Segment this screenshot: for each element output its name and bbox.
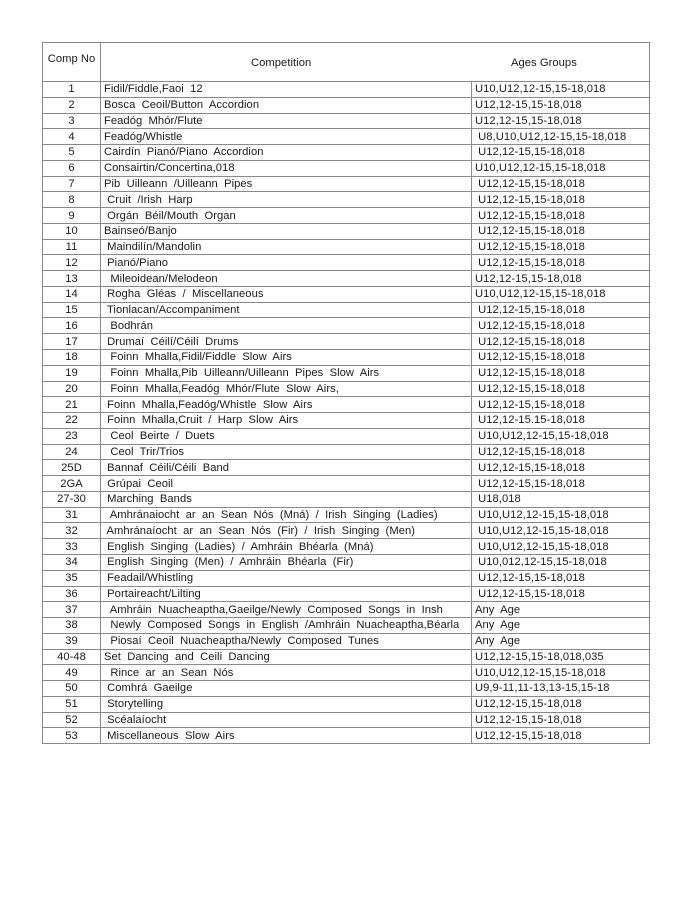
comp-number-cell: 1	[43, 82, 101, 98]
competition-cell: Consairtin/Concertina,018	[101, 160, 472, 176]
comp-number-cell: 21	[43, 397, 101, 413]
ages-groups-cell: U12,12-15,15-18,018	[472, 586, 650, 602]
competition-cell: Piosaí Ceoil Nuacheaptha/Newly Composed Tunes	[101, 633, 472, 649]
ages-groups-cell: U12,12-15,15-18,018	[472, 397, 650, 413]
table-row	[43, 176, 650, 192]
ages-groups-cell: U10,U12,12-15,15-18,018	[472, 286, 650, 302]
table-row	[43, 223, 650, 239]
ages-groups-cell: U10,U12,12-15,15-18,018	[472, 507, 650, 523]
comp-number-cell: 25D	[43, 460, 101, 476]
comp-number-cell: 22	[43, 413, 101, 429]
table-row	[43, 82, 650, 98]
comp-number-cell: 40-48	[43, 649, 101, 665]
ages-groups-cell: U12,12-15,15-18,018	[472, 271, 650, 287]
table-row	[43, 618, 650, 634]
competition-cell: Storytelling	[101, 696, 472, 712]
table-row	[43, 208, 650, 224]
table-row	[43, 381, 650, 397]
ages-groups-cell: U10,U12,12-15,15-18,018	[472, 665, 650, 681]
table-row	[43, 507, 650, 523]
table-row	[43, 586, 650, 602]
comp-number-cell: 35	[43, 570, 101, 586]
table-row	[43, 113, 650, 129]
comp-number-cell: 38	[43, 618, 101, 634]
competition-cell: Feadail/Whistling	[101, 570, 472, 586]
table-row	[43, 633, 650, 649]
competition-cell: Ceol Trir/Trios	[101, 444, 472, 460]
competition-cell: English Singing (Men) / Amhráin Bhéarla (Fir)	[101, 554, 472, 570]
competition-cell: Pib Uilleann /Uilleann Pipes	[101, 176, 472, 192]
comp-number-cell: 20	[43, 381, 101, 397]
competition-cell: Foinn Mhalla,Cruit / Harp Slow Airs	[101, 413, 472, 429]
ages-groups-cell: U12,12-15,15-18,018	[472, 97, 650, 113]
table-row	[43, 665, 650, 681]
comp-number-cell: 9	[43, 208, 101, 224]
table-row	[43, 192, 650, 208]
comp-number-cell: 51	[43, 696, 101, 712]
table-row	[43, 602, 650, 618]
ages-groups-cell: U8,U10,U12,12-15,15-18,018	[472, 129, 650, 145]
ages-groups-cell: U10,012,12-15,15-18,018	[472, 554, 650, 570]
comp-number-cell: 6	[43, 160, 101, 176]
table-body	[43, 82, 650, 744]
table-row	[43, 145, 650, 161]
comp-number-cell: 37	[43, 602, 101, 618]
competition-cell: Set Dancing and Ceili Dancing	[101, 649, 472, 665]
competition-cell: Cairdín Pianó/Piano Accordion	[101, 145, 472, 161]
comp-number-cell: 4	[43, 129, 101, 145]
table-row	[43, 334, 650, 350]
ages-groups-cell: U12,12-15,15-18,018,035	[472, 649, 650, 665]
ages-groups-cell: Any Age	[472, 633, 650, 649]
comp-number-cell: 49	[43, 665, 101, 681]
competition-cell: Pianó/Piano	[101, 255, 472, 271]
competition-cell: Bodhrán	[101, 318, 472, 334]
competition-cell: Orgán Béil/Mouth Organ	[101, 208, 472, 224]
ages-groups-cell: U12,12-15,15-18,018	[472, 334, 650, 350]
ages-groups-cell: U10,U12,12-15,15-18,018	[472, 82, 650, 98]
ages-groups-cell: U12,12-15,15-18,018	[472, 302, 650, 318]
ages-groups-cell: U12,12-15,15-18,018	[472, 176, 650, 192]
ages-groups-cell: U12,12-15,15-18,018	[472, 318, 650, 334]
table-row	[43, 696, 650, 712]
table-row	[43, 649, 650, 665]
comp-number-cell: 13	[43, 271, 101, 287]
ages-groups-cell: U12,12-15,15-18,018	[472, 460, 650, 476]
ages-groups-cell: U12,12-15,15-18,018	[472, 476, 650, 492]
competition-cell: Mileoidean/Melodeon	[101, 271, 472, 287]
competition-cell: English Singing (Ladies) / Amhráin Bhéarla (Mná)	[101, 539, 472, 555]
comp-number-cell: 39	[43, 633, 101, 649]
comp-number-cell: 23	[43, 428, 101, 444]
header-row	[43, 43, 650, 82]
table-row	[43, 255, 650, 271]
ages-groups-cell: U10,U12,12-15,15-18,018	[472, 428, 650, 444]
ages-groups-cell: U9,9-11,11-13,13-15,15-18	[472, 681, 650, 697]
table-row	[43, 239, 650, 255]
ages-groups-cell: U10,U12,12-15,15-18,018	[472, 523, 650, 539]
comp-number-cell: 7	[43, 176, 101, 192]
ages-groups-cell: U12,12-15,15-18,018	[472, 381, 650, 397]
competition-cell: Marching Bands	[101, 491, 472, 507]
competition-cell: Tionlacan/Accompaniment	[101, 302, 472, 318]
ages-groups-cell: U12,12-15,15-18,018	[472, 239, 650, 255]
ages-groups-cell: U12,12-15,15-18,018	[472, 113, 650, 129]
competition-cell: Foinn Mhalla,Feadóg/Whistle Slow Airs	[101, 397, 472, 413]
ages-groups-cell: U12,12-15,15-18,018	[472, 365, 650, 381]
ages-groups-cell: U10,U12,12-15,15-18,018	[472, 160, 650, 176]
comp-number-cell: 16	[43, 318, 101, 334]
competition-cell: Drumaí Céilí/Céilí Drums	[101, 334, 472, 350]
header-competition-ages	[101, 43, 650, 82]
competition-cell: Miscellaneous Slow Airs	[101, 728, 472, 744]
header-ages-groups: Ages Groups	[511, 57, 577, 69]
table-row	[43, 523, 650, 539]
competition-cell: Maindilín/Mandolin	[101, 239, 472, 255]
competition-cell: Feadóg/Whistle	[101, 129, 472, 145]
ages-groups-cell: U12,12-15,15-18,018	[472, 223, 650, 239]
table-row	[43, 397, 650, 413]
comp-number-cell: 19	[43, 365, 101, 381]
comp-number-cell: 10	[43, 223, 101, 239]
table-row	[43, 302, 650, 318]
comp-number-cell: 24	[43, 444, 101, 460]
comp-number-cell: 12	[43, 255, 101, 271]
comp-number-cell: 53	[43, 728, 101, 744]
competition-cell: Newly Composed Songs in English /Amhráin Nuacheaptha,Béarla	[101, 618, 472, 634]
comp-number-cell: 52	[43, 712, 101, 728]
competition-cell: Foinn Mhalla,Fidil/Fiddle Slow Airs	[101, 350, 472, 366]
comp-number-cell: 50	[43, 681, 101, 697]
ages-groups-cell: Any Age	[472, 602, 650, 618]
competition-cell: Foinn Mhalla,Feadóg Mhór/Flute Slow Airs,	[101, 381, 472, 397]
ages-groups-cell: U12,12-15,15-18,018	[472, 255, 650, 271]
competition-cell: Rogha Gléas / Miscellaneous	[101, 286, 472, 302]
comp-number-cell: 3	[43, 113, 101, 129]
table-row	[43, 539, 650, 555]
comp-number-cell: 5	[43, 145, 101, 161]
table-row	[43, 712, 650, 728]
ages-groups-cell: U10,U12,12-15,15-18,018	[472, 539, 650, 555]
table-row	[43, 728, 650, 744]
competition-cell: Scéalaíocht	[101, 712, 472, 728]
ages-groups-cell: Any Age	[472, 618, 650, 634]
comp-number-cell: 14	[43, 286, 101, 302]
ages-groups-cell: U12,12-15,15-18,018	[472, 350, 650, 366]
comp-number-cell: 34	[43, 554, 101, 570]
table-header	[43, 43, 650, 82]
table-row	[43, 570, 650, 586]
ages-groups-cell: U12,12-15,15-18,018	[472, 145, 650, 161]
table-row	[43, 271, 650, 287]
competition-cell: Amhránaíocht ar an Sean Nós (Fir) / Irish Singing (Men)	[101, 523, 472, 539]
header-comp-no: Comp No	[43, 43, 101, 82]
competition-cell: Cruit /Irish Harp	[101, 192, 472, 208]
competition-cell: Fidil/Fiddle,Faoi 12	[101, 82, 472, 98]
table-row	[43, 365, 650, 381]
table-row	[43, 681, 650, 697]
competition-cell: Bannaf Céili/Céili Band	[101, 460, 472, 476]
ages-groups-cell: U12,12-15,15-18,018	[472, 570, 650, 586]
table-row	[43, 97, 650, 113]
competition-cell: Foinn Mhalla,Pib Uilleann/Uilleann Pipes Slow Airs	[101, 365, 472, 381]
competitions-table	[42, 42, 650, 744]
table-row	[43, 554, 650, 570]
ages-groups-cell: U12,12-15,15-18,018	[472, 208, 650, 224]
competition-cell: Ceol Beirte / Duets	[101, 428, 472, 444]
competition-cell: Grúpai Ceoil	[101, 476, 472, 492]
table-row	[43, 160, 650, 176]
comp-number-cell: 11	[43, 239, 101, 255]
comp-number-cell: 33	[43, 539, 101, 555]
comp-number-cell: 27-30	[43, 491, 101, 507]
comp-number-cell: 17	[43, 334, 101, 350]
competition-cell: Feadóg Mhór/Flute	[101, 113, 472, 129]
table-row	[43, 318, 650, 334]
comp-number-cell: 36	[43, 586, 101, 602]
table-row	[43, 350, 650, 366]
ages-groups-cell: U12,12-15,15-18,018	[472, 192, 650, 208]
table-row	[43, 413, 650, 429]
competition-cell: Amhránaiocht ar an Sean Nós (Mná) / Irish Singing (Ladies)	[101, 507, 472, 523]
comp-number-cell: 2	[43, 97, 101, 113]
ages-groups-cell: U12,12-15,15-18,018	[472, 712, 650, 728]
table-row	[43, 444, 650, 460]
competition-cell: Portaireacht/Lilting	[101, 586, 472, 602]
competition-cell: Bosca Ceoil/Button Accordion	[101, 97, 472, 113]
comp-number-cell: 8	[43, 192, 101, 208]
ages-groups-cell: U12,12-15.15-18,018	[472, 413, 650, 429]
table-row	[43, 286, 650, 302]
comp-number-cell: 31	[43, 507, 101, 523]
table-row	[43, 460, 650, 476]
competition-cell: Comhrá Gaeilge	[101, 681, 472, 697]
competition-cell: Rince ar an Sean Nós	[101, 665, 472, 681]
comp-number-cell: 15	[43, 302, 101, 318]
header-competition: Competition	[251, 57, 312, 69]
table-row	[43, 491, 650, 507]
ages-groups-cell: U12,12-15,15-18,018	[472, 696, 650, 712]
comp-number-cell: 18	[43, 350, 101, 366]
table-row	[43, 428, 650, 444]
ages-groups-cell: U12,12-15,15-18,018	[472, 728, 650, 744]
ages-groups-cell: U12,12-15,15-18,018	[472, 444, 650, 460]
competition-cell: Amhráin Nuacheaptha,Gaeilge/Newly Composed Songs in Insh	[101, 602, 472, 618]
table-row	[43, 476, 650, 492]
comp-number-cell: 32	[43, 523, 101, 539]
ages-groups-cell: U18,018	[472, 491, 650, 507]
competition-cell: Bainseó/Banjo	[101, 223, 472, 239]
table-row	[43, 129, 650, 145]
comp-number-cell: 2GA	[43, 476, 101, 492]
